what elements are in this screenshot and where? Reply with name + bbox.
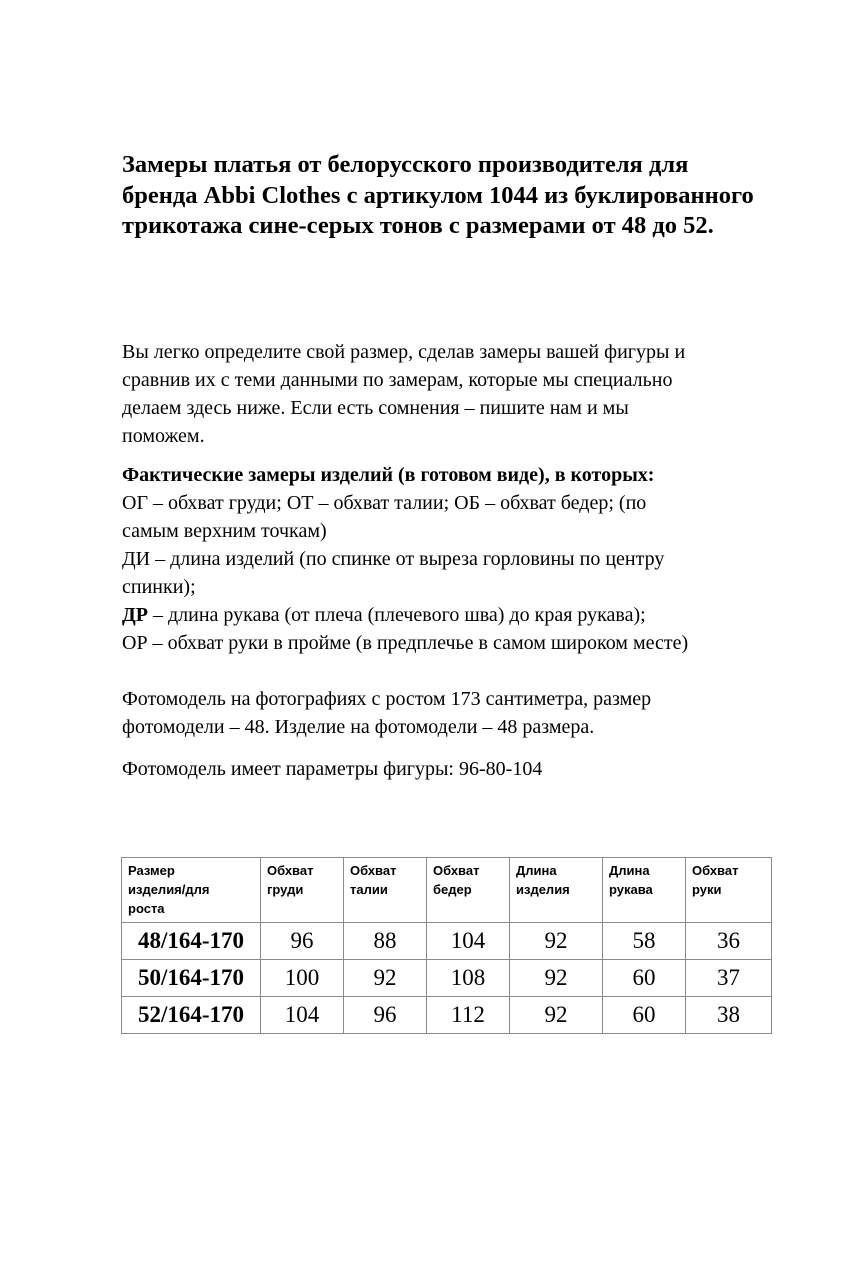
size-cell: 52/164-170 (122, 997, 261, 1034)
title-line: бренда Abbi Clothes с артикулом 1044 из буклированного (122, 181, 754, 209)
sleeve-cell: 58 (603, 923, 686, 960)
hips-cell: 112 (427, 997, 510, 1034)
title-line: Замеры платья от белорусского производителя для (122, 151, 689, 178)
length-cell: 92 (510, 997, 603, 1034)
intro-line: сравнив их с теми данными по замерам, которые мы специально (122, 369, 673, 391)
intro-paragraph (122, 338, 822, 450)
header-hips: Обхват бедер (427, 858, 510, 923)
definition-abbr: ДР (122, 604, 148, 626)
size-cell: 50/164-170 (122, 960, 261, 997)
hips-cell: 108 (427, 960, 510, 997)
definition-line (122, 601, 822, 629)
definition-line: спинки); (122, 576, 196, 598)
header-length: Длина изделия (510, 858, 603, 923)
definition-line: ОГ – обхват груди; ОТ – обхват талии; ОБ – обхват бедер; (по (122, 492, 647, 514)
definition-line: самым верхним точкам) (122, 520, 327, 542)
chest-cell: 104 (261, 997, 344, 1034)
table-row (122, 923, 772, 960)
waist-cell: 92 (344, 960, 427, 997)
size-cell: 48/164-170 (122, 923, 261, 960)
length-cell: 92 (510, 960, 603, 997)
table-row (122, 960, 772, 997)
length-cell: 92 (510, 923, 603, 960)
table-row (122, 997, 772, 1034)
header-arm: Обхват руки (686, 858, 772, 923)
header-sleeve: Длина рукава (603, 858, 686, 923)
model-line: фотомодели – 48. Изделие на фотомодели – 48 размера. (122, 716, 595, 738)
intro-line: делаем здесь ниже. Если есть сомнения – пишите нам и мы (122, 397, 629, 419)
header-chest: Обхват груди (261, 858, 344, 923)
hips-cell: 104 (427, 923, 510, 960)
intro-line: Вы легко определите свой размер, сделав замеры вашей фигуры и (122, 341, 686, 363)
definitions-paragraph (122, 461, 822, 657)
model-params (122, 755, 822, 783)
definition-line: ОР – обхват руки в пройме (в предплечье в самом широком месте) (122, 632, 689, 654)
waist-cell: 96 (344, 997, 427, 1034)
chest-cell: 100 (261, 960, 344, 997)
model-paragraph (122, 685, 822, 741)
table-header-row (122, 858, 772, 923)
document-title (122, 150, 802, 242)
arm-cell: 37 (686, 960, 772, 997)
arm-cell: 38 (686, 997, 772, 1034)
model-params-line: Фотомодель имеет параметры фигуры: 96-80-104 (122, 758, 543, 780)
sleeve-cell: 60 (603, 960, 686, 997)
arm-cell: 36 (686, 923, 772, 960)
header-size: Размер изделия/для роста (122, 858, 261, 923)
definitions-heading: Фактические замеры изделий (в готовом виде), в которых: (122, 464, 655, 486)
waist-cell: 88 (344, 923, 427, 960)
definition-text: – длина рукава (от плеча (плечевого шва) до края рукава); (147, 604, 646, 626)
chest-cell: 96 (261, 923, 344, 960)
model-line: Фотомодель на фотографиях с ростом 173 сантиметра, размер (122, 688, 652, 710)
title-line: трикотажа сине-серых тонов с размерами от 48 до 52. (122, 212, 714, 239)
definition-line: ДИ – длина изделий (по спинке от выреза горловины по центру (122, 548, 665, 570)
header-waist: Обхват талии (344, 858, 427, 923)
intro-line: поможем. (122, 425, 205, 447)
size-table (121, 857, 772, 1034)
sleeve-cell: 60 (603, 997, 686, 1034)
